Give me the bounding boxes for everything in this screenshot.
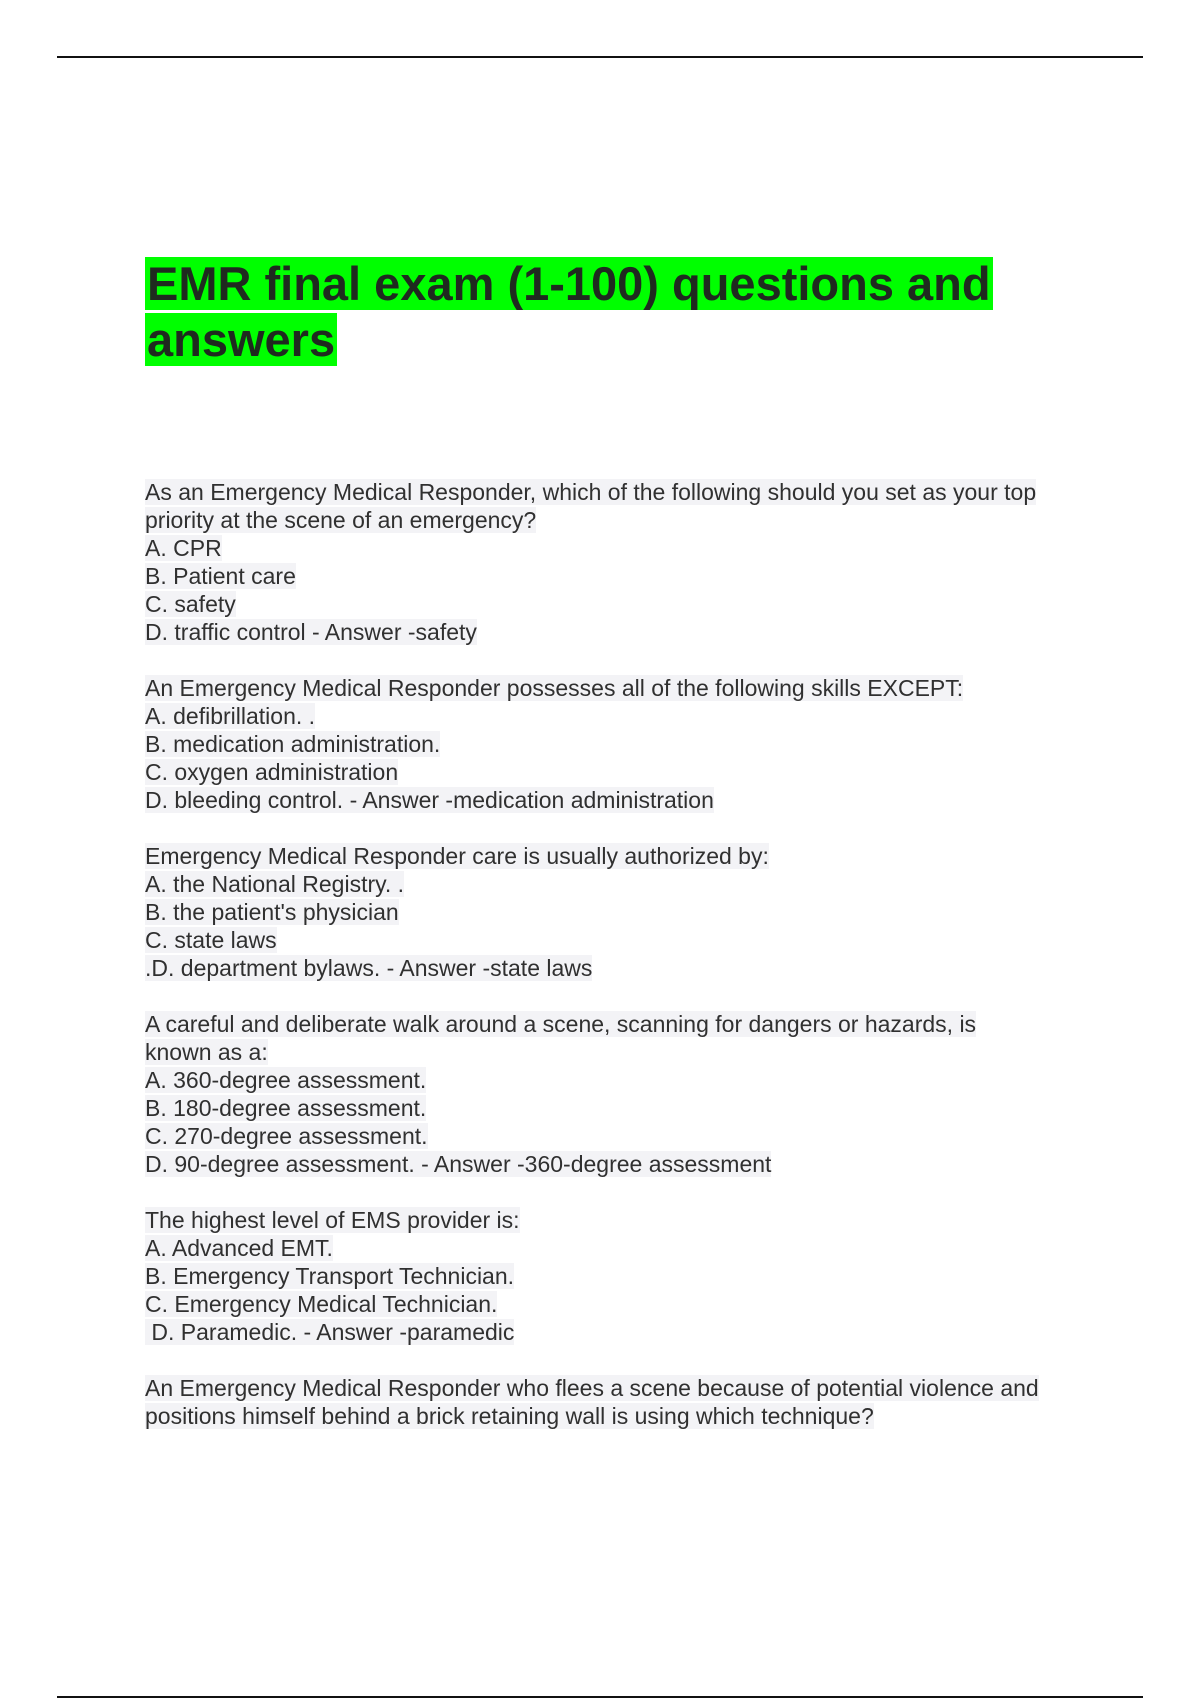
header-rule xyxy=(57,56,1143,58)
question-block-4 xyxy=(145,1010,1145,1178)
answer-option: A. Advanced EMT. xyxy=(145,1235,333,1261)
answer-option: B. the patient's physician xyxy=(145,899,399,925)
answer-option: C. oxygen administration xyxy=(145,759,399,785)
question-line: The highest level of EMS provider is: xyxy=(145,1207,520,1233)
answer-option: A. 360-degree assessment. xyxy=(145,1067,427,1093)
answer-option: B. 180-degree assessment. xyxy=(145,1095,427,1121)
answer-option: C. safety xyxy=(145,591,236,617)
question-block-1 xyxy=(145,478,1145,646)
answer-option: C. state laws xyxy=(145,927,277,953)
question-line: priority at the scene of an emergency? xyxy=(145,507,537,533)
answer-option: C. Emergency Medical Technician. xyxy=(145,1291,498,1317)
answer-option: C. 270-degree assessment. xyxy=(145,1123,428,1149)
question-line: As an Emergency Medical Responder, which of the following should you set as your top xyxy=(145,479,1037,505)
question-line: Emergency Medical Responder care is usually authorized by: xyxy=(145,843,769,869)
question-block-3 xyxy=(145,842,1145,982)
footer-rule xyxy=(57,1696,1143,1698)
answer-option: B. Patient care xyxy=(145,563,296,589)
answer-option-with-answer: D. bleeding control. - Answer -medication administration xyxy=(145,787,714,813)
question-line: known as a: xyxy=(145,1039,268,1065)
question-block-2 xyxy=(145,674,1145,814)
question-block-5 xyxy=(145,1206,1145,1346)
question-line: An Emergency Medical Responder who flees a scene because of potential violence and xyxy=(145,1375,1039,1401)
answer-option: A. defibrillation. . xyxy=(145,703,316,729)
question-list xyxy=(145,478,1145,1458)
answer-option: A. CPR xyxy=(145,535,222,561)
title-highlight: EMR final exam (1-100) questions and answers xyxy=(147,257,991,366)
question-line: positions himself behind a brick retaining wall is using which technique? xyxy=(145,1403,874,1429)
question-line: An Emergency Medical Responder possesses all of the following skills EXCEPT: xyxy=(145,675,964,701)
answer-option: A. the National Registry. . xyxy=(145,871,405,897)
answer-option-with-answer: D. Paramedic. - Answer -paramedic xyxy=(145,1319,515,1345)
answer-option-with-answer: .D. department bylaws. - Answer -state laws xyxy=(145,955,593,981)
question-block-6 xyxy=(145,1374,1145,1430)
answer-option-with-answer: D. 90-degree assessment. - Answer -360-degree assessment xyxy=(145,1151,772,1177)
answer-option: B. Emergency Transport Technician. xyxy=(145,1263,515,1289)
answer-option: B. medication administration. xyxy=(145,731,441,757)
question-line: A careful and deliberate walk around a scene, scanning for dangers or hazards, is xyxy=(145,1011,977,1037)
answer-option-with-answer: D. traffic control - Answer -safety xyxy=(145,619,477,645)
document-title xyxy=(145,256,1045,368)
